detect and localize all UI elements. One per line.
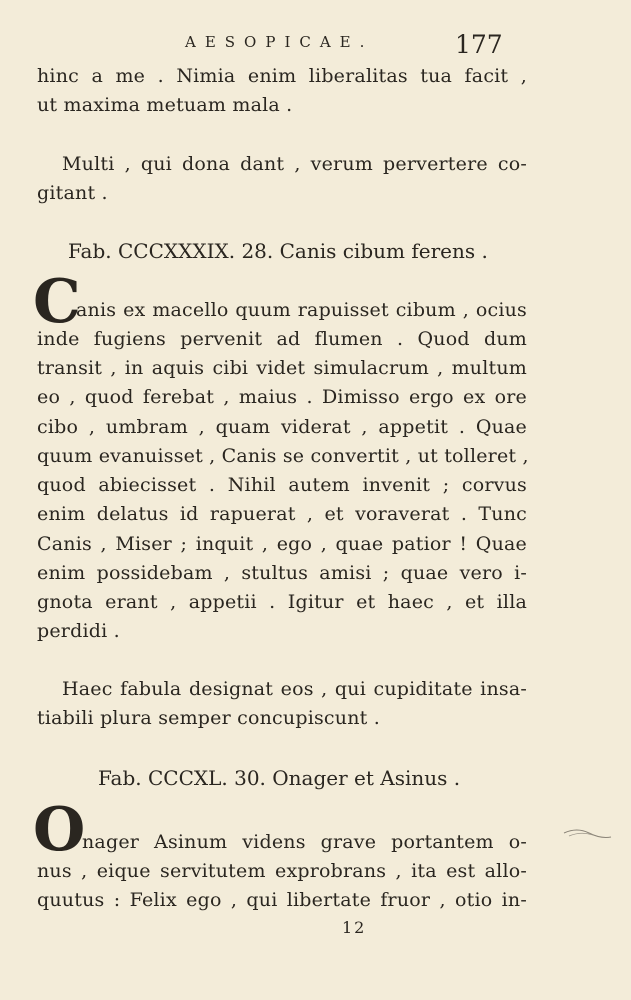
drop-cap: O xyxy=(33,795,86,865)
text-line: quutus : Felix ego , qui libertate fruor , otio in- xyxy=(37,889,527,911)
text-line: hinc a me . Nimia enim liberalitas tua facit , xyxy=(37,65,527,87)
text-line: enim possidebam , stultus amisi ; quae vero i- xyxy=(37,562,527,584)
text-line: enim delatus id rapuerat , et voraverat . Tunc xyxy=(37,503,527,525)
text-line: quum evanuisset , Canis se convertit , ut tolleret , xyxy=(37,445,529,467)
page-number: 177 xyxy=(455,30,503,59)
running-title: AESOPICAE. xyxy=(185,33,374,51)
text-line: perdidi . xyxy=(37,620,120,642)
moral-line: Haec fabula designat eos , qui cupiditate insa- xyxy=(62,678,527,700)
margin-scribble-icon xyxy=(563,825,613,845)
drop-cap: C xyxy=(33,267,81,337)
text-line: nager Asinum videns grave portantem o- xyxy=(82,831,527,853)
signature-mark: 12 xyxy=(342,918,367,937)
text-line: nus , eique servitutem exprobrans , ita est allo- xyxy=(37,860,527,882)
text-line: anis ex macello quum rapuisset cibum , ocius xyxy=(76,299,527,321)
moral-line: tiabili plura semper concupiscunt . xyxy=(37,707,380,729)
text-line: eo , quod ferebat , maius . Dimisso ergo ex ore xyxy=(37,386,527,408)
text-line: transit , in aquis cibi videt simulacrum , multum xyxy=(37,357,527,379)
text-line: gnota erant , appetii . Igitur et haec , et illa xyxy=(37,591,527,613)
text-line: Canis , Miser ; inquit , ego , quae patior ! Quae xyxy=(37,533,527,555)
moral-line: Multi , qui dona dant , verum pervertere co- xyxy=(62,153,527,175)
text-line: ut maxima metuam mala . xyxy=(37,94,293,116)
fable-heading: Fab. CCCXL. 30. Onager et Asinus . xyxy=(98,766,461,790)
text-line: quod abiecisset . Nihil autem invenit ; corvus xyxy=(37,474,527,496)
text-line: cibo , umbram , quam viderat , appetit . Quae xyxy=(37,416,527,438)
fable-heading: Fab. CCCXXXIX. 28. Canis cibum ferens . xyxy=(68,239,488,263)
text-line: inde fugiens pervenit ad flumen . Quod dum xyxy=(37,328,527,350)
moral-line: gitant . xyxy=(37,182,108,204)
